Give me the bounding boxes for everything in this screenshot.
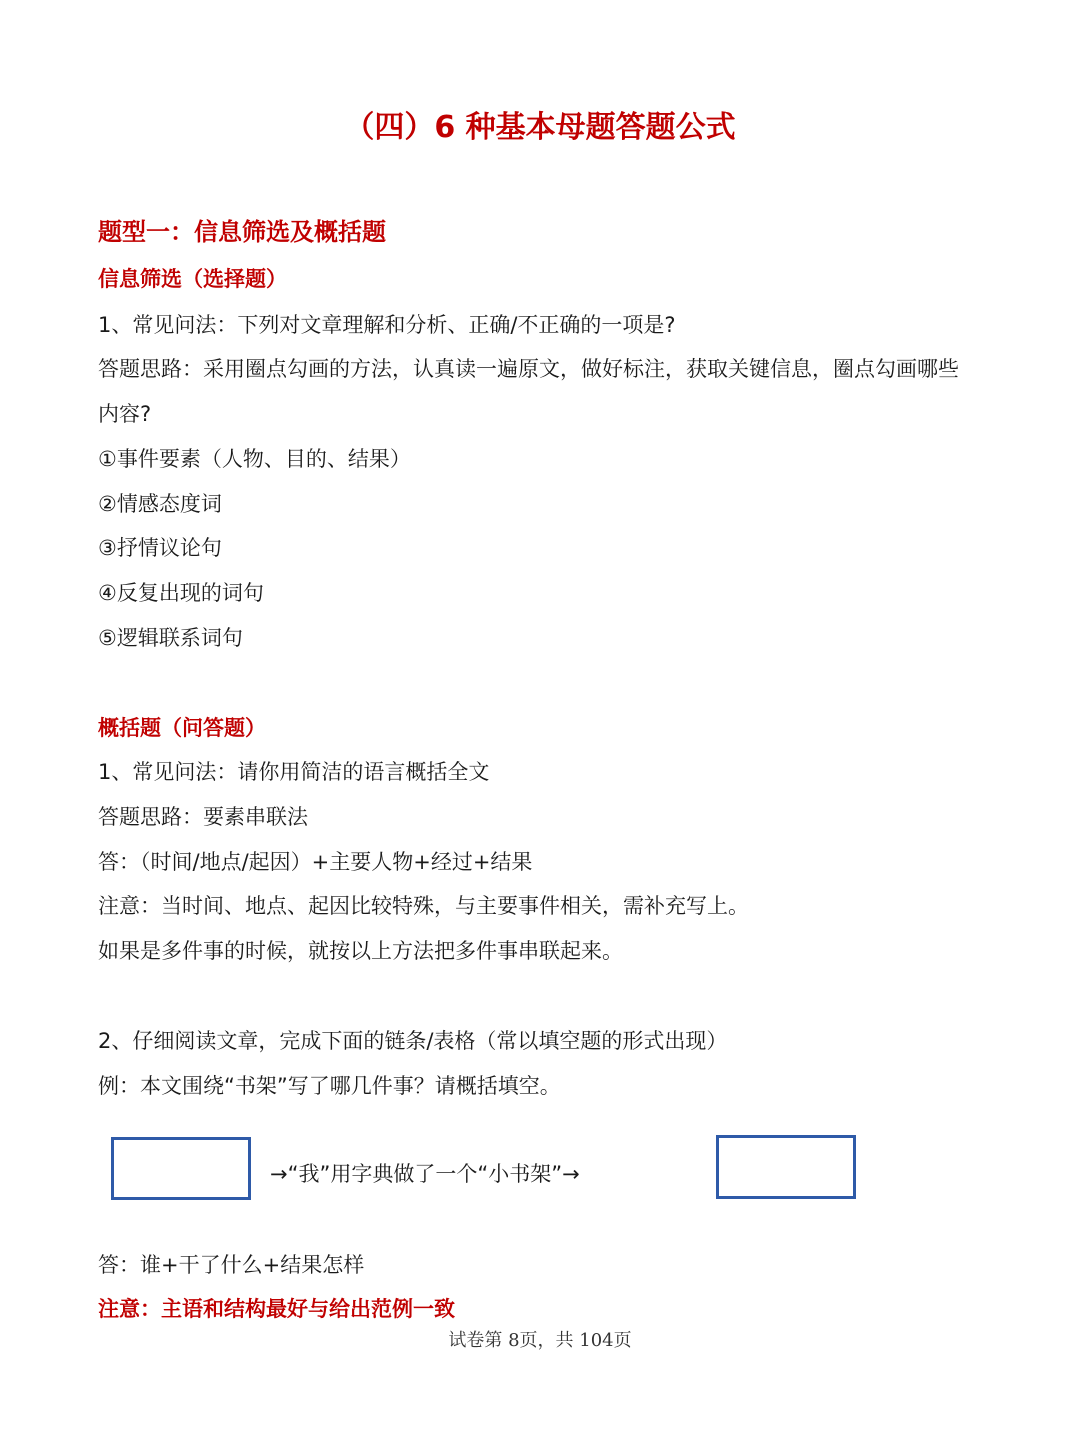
chain-text: →“我”用字典做了一个“小书架”→ <box>270 1162 580 1186</box>
note-text-2: 如果是多件事的时候，就按以上方法把多件事串联起来。 <box>98 939 623 963</box>
list-item: ⑤逻辑联系词句 <box>98 626 243 650</box>
note-red: 注意：主语和结构最好与给出范例一致 <box>98 1297 455 1321</box>
question-text-2: 1、常见问法：请你用简洁的语言概括全文 <box>98 760 490 784</box>
section-heading-type1: 题型一：信息筛选及概括题 <box>98 218 386 246</box>
answer-blank-box-left[interactable] <box>111 1137 251 1200</box>
approach-text-line2: 内容? <box>98 402 152 426</box>
list-item: ④反复出现的词句 <box>98 581 264 605</box>
page-footer: 试卷第 8页，共 104页 <box>448 1330 632 1351</box>
answer-blank-box-right[interactable] <box>716 1135 856 1199</box>
list-item: ②情感态度词 <box>98 492 222 516</box>
answer-formula-2: 答：谁+干了什么+结果怎样 <box>98 1253 365 1277</box>
list-item: ③抒情议论句 <box>98 536 222 560</box>
answer-formula: 答：（时间/地点/起因）+主要人物+经过+结果 <box>98 850 533 874</box>
subheading-summary: 概括题（问答题） <box>98 716 266 740</box>
list-item: ①事件要素（人物、目的、结果） <box>98 447 411 471</box>
example-text: 例：本文围绕“书架”写了哪几件事？请概括填空。 <box>98 1074 561 1098</box>
approach-text-line1: 答题思路：采用圈点勾画的方法，认真读一遍原文，做好标注，获取关键信息，圈点勾画哪些 <box>98 357 959 381</box>
approach-text: 答题思路：要素串联法 <box>98 805 308 829</box>
question-text-3: 2、仔细阅读文章，完成下面的链条/表格（常以填空题的形式出现） <box>98 1029 728 1053</box>
question-text-1: 1、常见问法：下列对文章理解和分析、正确/不正确的一项是? <box>98 313 676 337</box>
subheading-info-filter: 信息筛选（选择题） <box>98 267 287 291</box>
note-text-1: 注意：当时间、地点、起因比较特殊，与主要事件相关，需补充写上。 <box>98 894 749 918</box>
page-title: （四）6 种基本母题答题公式 <box>344 110 736 145</box>
